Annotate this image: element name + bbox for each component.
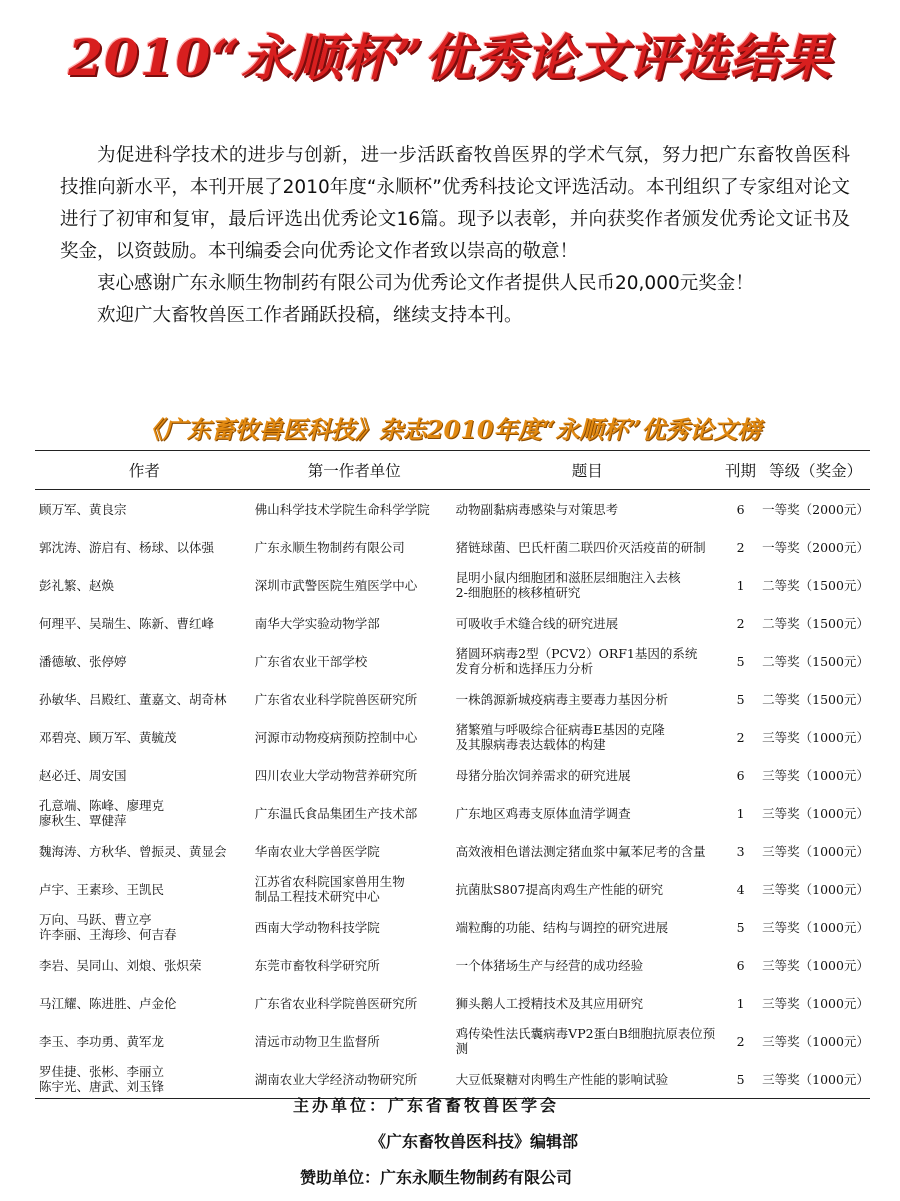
table-row <box>35 756 870 794</box>
cell-issue: 2 <box>736 729 745 745</box>
cell-unit: 佛山科学技术学院生命科学学院 <box>254 501 430 517</box>
cell-issue: 2 <box>736 615 745 631</box>
cell-issue: 3 <box>736 843 745 859</box>
cell-unit: 华南农业大学兽医学院 <box>254 843 380 859</box>
table-row <box>35 908 870 946</box>
cell-authors: 孔意端、陈峰、廖理克 廖秋生、覃健萍 <box>39 798 165 828</box>
cell-grade: 二等奖（1500元） <box>762 615 869 631</box>
cell-grade: 三等奖（1000元） <box>762 957 869 973</box>
header-issue: 刊期 <box>720 451 761 490</box>
table-row <box>35 604 870 642</box>
cell-issue: 5 <box>736 653 745 669</box>
cell-title: 高效液相色谱法测定猪血浆中氟苯尼考的含量 <box>455 843 706 859</box>
cell-authors: 万向、马跃、曹立亭 许李丽、王海珍、何吉春 <box>39 912 177 942</box>
cell-grade: 一等奖（2000元） <box>762 501 869 517</box>
header-title: 题目 <box>455 451 720 490</box>
cell-issue: 1 <box>736 805 745 821</box>
table-row <box>35 832 870 870</box>
header-unit: 第一作者单位 <box>254 451 455 490</box>
header-authors: 作者 <box>35 451 254 490</box>
cell-unit: 广东省农业科学院兽医研究所 <box>254 995 418 1011</box>
cell-unit: 广东温氏食品集团生产技术部 <box>254 805 418 821</box>
cell-title: 昆明小鼠内细胞团和滋胚层细胞注入去核 2-细胞胚的核移植研究 <box>455 570 681 600</box>
cell-issue: 5 <box>720 1060 761 1099</box>
cell-title: 母猪分胎次饲养需求的研究进展 <box>455 767 631 783</box>
cell-authors: 魏海涛、方秋华、曾振灵、黄显会 <box>39 843 227 859</box>
title-banner <box>0 18 900 90</box>
cell-authors: 马江耀、陈进胜、卢金伦 <box>39 995 177 1011</box>
cell-grade: 三等奖（1000元） <box>762 729 869 745</box>
cell-grade: 三等奖（1000元） <box>762 843 869 859</box>
cell-grade: 三等奖（1000元） <box>762 1033 869 1049</box>
cell-title: 广东地区鸡毒支原体血清学调查 <box>455 805 631 821</box>
cell-title: 大豆低聚糖对肉鸭生产性能的影响试验 <box>455 1060 720 1099</box>
cell-grade: 三等奖（1000元） <box>762 881 869 897</box>
table-row <box>35 566 870 604</box>
cell-issue: 6 <box>736 501 745 517</box>
cell-authors: 潘德敏、张停婷 <box>39 653 127 669</box>
cell-issue: 5 <box>736 691 745 707</box>
table-row <box>35 642 870 680</box>
cell-grade: 三等奖（1000元） <box>762 995 869 1011</box>
table-row <box>35 718 870 756</box>
cell-authors: 罗佳捷、张彬、李丽立 陈宇光、唐武、刘玉锋 <box>35 1060 254 1099</box>
cell-grade: 三等奖（1000元） <box>762 767 869 783</box>
cell-unit: 南华大学实验动物学部 <box>254 615 380 631</box>
cell-unit: 西南大学动物科技学院 <box>254 919 380 935</box>
table-title: 《广东畜牧兽医科技》杂志2010年度“永顺杯”优秀论文榜 <box>138 415 762 444</box>
cell-authors: 孙敏华、吕殿红、董嘉文、胡奇林 <box>39 691 227 707</box>
cell-unit: 广东省农业科学院兽医研究所 <box>254 691 418 707</box>
cell-unit: 四川农业大学动物营养研究所 <box>254 767 418 783</box>
award-table <box>35 450 870 1099</box>
cell-title: 抗菌肽S807提高肉鸡生产性能的研究 <box>455 881 664 897</box>
intro-paragraph: 欢迎广大畜牧兽医工作者踊跃投稿，继续支持本刊。 <box>97 305 523 326</box>
table-row <box>35 528 870 566</box>
table-row <box>35 984 870 1022</box>
table-row <box>35 946 870 984</box>
cell-grade: 二等奖（1500元） <box>762 691 869 707</box>
cell-grade: 二等奖（1500元） <box>762 577 869 593</box>
cell-title: 鸡传染性法氏囊病毒VP2蛋白B细胞抗原表位预测 <box>455 1026 716 1056</box>
cell-authors: 何理平、吴瑞生、陈新、曹红峰 <box>39 615 215 631</box>
footer-editor: 《广东畜牧兽医科技》编辑部 <box>370 1132 579 1151</box>
cell-grade: 一等奖（2000元） <box>762 539 869 555</box>
cell-issue: 5 <box>736 919 745 935</box>
cell-issue: 4 <box>736 881 745 897</box>
cell-title: 一株鸽源新城疫病毒主要毒力基因分析 <box>455 691 669 707</box>
intro-text <box>60 140 850 332</box>
cell-unit: 江苏省农科院国家兽用生物 制品工程技术研究中心 <box>254 874 405 904</box>
table-row <box>35 680 870 718</box>
table-row <box>35 490 870 529</box>
cell-authors: 彭礼繁、赵焕 <box>39 577 115 593</box>
table-row <box>35 870 870 908</box>
cell-issue: 6 <box>736 767 745 783</box>
cell-unit: 东莞市畜牧科学研究所 <box>254 957 380 973</box>
cell-issue: 6 <box>736 957 745 973</box>
cell-grade: 三等奖（1000元） <box>762 919 869 935</box>
cell-authors: 顾万军、黄良宗 <box>39 501 127 517</box>
cell-authors: 郭沈涛、游启有、杨球、以体强 <box>39 539 215 555</box>
cell-issue: 1 <box>736 995 745 1011</box>
cell-title: 狮头鹅人工授精技术及其应用研究 <box>455 995 644 1011</box>
cell-title: 端粒酶的功能、结构与调控的研究进展 <box>455 919 669 935</box>
table-row <box>35 794 870 832</box>
cell-title: 动物副黏病毒感染与对策思考 <box>455 501 619 517</box>
cell-unit: 广东永顺生物制药有限公司 <box>254 539 405 555</box>
cell-title: 猪圆环病毒2型（PCV2）ORF1基因的系统 发育分析和选择压力分析 <box>455 646 698 676</box>
header-grade: 等级（奖金） <box>761 451 870 490</box>
cell-authors: 赵必迁、周安国 <box>39 767 127 783</box>
cell-authors: 李岩、吴同山、刘烺、张炽荣 <box>39 957 202 973</box>
footer-sponsor: 赞助单位：广东永顺生物制药有限公司 <box>300 1168 573 1187</box>
page-title: 2010“永顺杯”优秀论文评选结果 <box>68 28 832 87</box>
cell-grade: 二等奖（1500元） <box>762 653 869 669</box>
cell-unit: 清远市动物卫生监督所 <box>254 1033 380 1049</box>
footer-organizer: 主办单位：广东省畜牧兽医学会 <box>293 1096 560 1115</box>
intro-paragraph: 为促进科学技术的进步与创新，进一步活跃畜牧兽医界的学术气氛，努力把广东畜牧兽医科技推向新水平，本刊开展了2010年度“永顺杯”优秀科技论文评选活动。本刊组织了专家组对论文进行了初审和复审，最后评选出优秀论文16篇。现予以表彰，并向获奖作者颁发优秀论文证书及奖金，以资鼓励。本刊编委会向优秀论文作者致以崇高的敬意！ <box>60 145 850 262</box>
cell-issue: 2 <box>736 1033 745 1049</box>
cell-authors: 李玉、李功勇、黄军龙 <box>39 1033 165 1049</box>
cell-title: 猪链球菌、巴氏杆菌二联四价灭活疫苗的研制 <box>455 539 706 555</box>
cell-unit: 河源市动物疫病预防控制中心 <box>254 729 418 745</box>
cell-title: 一个体猪场生产与经营的成功经验 <box>455 957 644 973</box>
footer <box>0 1093 900 1201</box>
cell-authors: 邓碧亮、顾万军、黄毓茂 <box>39 729 177 745</box>
table-row <box>35 1022 870 1060</box>
cell-title: 可吸收手术缝合线的研究进展 <box>455 615 619 631</box>
cell-title: 猪繁殖与呼吸综合征病毒E基因的克隆 及其腺病毒表达载体的构建 <box>455 722 665 752</box>
cell-grade: 三等奖（1000元） <box>762 805 869 821</box>
cell-unit: 广东省农业干部学校 <box>254 653 368 669</box>
cell-grade: 三等奖（1000元） <box>761 1060 870 1099</box>
cell-issue: 2 <box>736 539 745 555</box>
cell-authors: 卢宇、王素珍、王凯民 <box>39 881 165 897</box>
cell-unit: 深圳市武警医院生殖医学中心 <box>254 577 418 593</box>
cell-unit: 湖南农业大学经济动物研究所 <box>254 1060 455 1099</box>
cell-issue: 1 <box>736 577 745 593</box>
table-header-row <box>35 451 870 490</box>
intro-paragraph: 衷心感谢广东永顺生物制药有限公司为优秀论文作者提供人民币20,000元奖金！ <box>97 273 754 294</box>
